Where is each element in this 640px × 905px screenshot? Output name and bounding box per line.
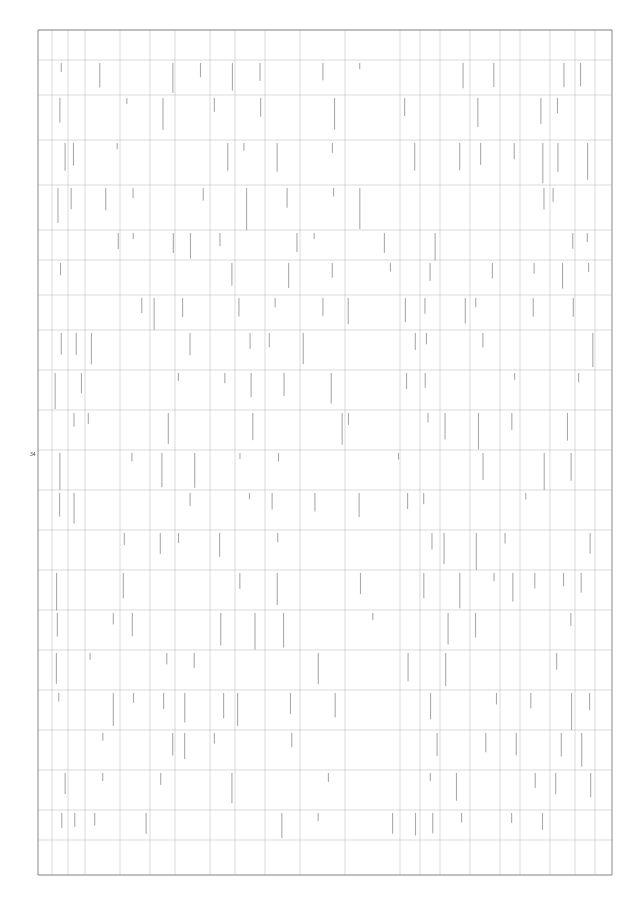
text-mark (160, 773, 161, 785)
text-mark (190, 493, 191, 506)
text-mark (392, 813, 393, 834)
text-mark (465, 298, 466, 324)
text-mark (277, 573, 278, 605)
text-mark (431, 533, 432, 549)
text-mark (359, 188, 360, 229)
text-mark (189, 333, 190, 355)
text-mark (58, 693, 59, 702)
text-mark (482, 453, 483, 480)
text-mark (184, 733, 185, 759)
text-mark (239, 453, 240, 459)
text-mark (99, 63, 100, 88)
text-mark (493, 573, 494, 581)
text-mark (102, 733, 103, 741)
text-mark (132, 613, 133, 636)
text-mark (172, 733, 173, 755)
text-mark (91, 333, 92, 364)
text-mark (589, 693, 590, 710)
text-mark (251, 373, 252, 397)
text-mark (178, 533, 179, 543)
text-mark (360, 573, 361, 594)
text-mark (194, 653, 195, 668)
text-mark (184, 693, 185, 722)
text-mark (530, 693, 531, 708)
text-mark (288, 263, 289, 288)
text-mark (291, 733, 292, 747)
text-mark (334, 98, 335, 130)
text-mark (73, 413, 74, 427)
text-mark (425, 373, 426, 388)
text-mark (427, 413, 428, 422)
text-mark (459, 573, 460, 608)
text-mark (525, 493, 526, 499)
text-mark (348, 413, 349, 425)
text-mark (493, 63, 494, 87)
text-mark (414, 143, 415, 171)
text-mark (252, 413, 253, 440)
text-mark (592, 333, 593, 367)
text-mark (571, 693, 572, 730)
text-mark (314, 493, 315, 511)
text-mark (444, 533, 445, 564)
text-mark (314, 233, 315, 239)
text-mark (74, 493, 75, 524)
text-mark (105, 188, 106, 210)
text-mark (461, 813, 462, 823)
text-mark (287, 188, 288, 208)
text-mark (296, 233, 297, 252)
text-mark (588, 263, 589, 272)
text-mark (57, 613, 58, 637)
text-mark (163, 693, 164, 709)
text-mark (557, 98, 558, 113)
text-mark (55, 373, 56, 409)
text-mark (269, 333, 270, 347)
text-mark (587, 143, 588, 180)
text-mark (126, 98, 127, 104)
text-mark (406, 373, 407, 389)
text-mark (59, 98, 60, 123)
text-mark (404, 98, 405, 116)
text-mark (567, 413, 568, 441)
text-mark (448, 613, 449, 645)
text-mark (303, 333, 304, 364)
text-mark (214, 98, 215, 112)
text-mark (405, 298, 406, 322)
text-mark (424, 298, 425, 314)
text-mark (423, 493, 424, 504)
text-mark (223, 693, 224, 719)
text-mark (534, 573, 535, 588)
text-mark (172, 63, 173, 93)
text-mark (333, 188, 334, 196)
text-mark (563, 573, 564, 586)
text-mark (535, 773, 536, 788)
text-mark (463, 63, 464, 88)
text-mark (459, 143, 460, 170)
text-mark (543, 188, 544, 210)
text-mark (71, 188, 72, 209)
text-mark (322, 298, 323, 316)
text-mark (133, 233, 134, 239)
text-mark (131, 453, 132, 461)
text-mark (61, 813, 62, 828)
text-mark (59, 453, 60, 490)
text-mark (475, 613, 476, 638)
text-mark (476, 533, 477, 570)
text-mark (408, 653, 409, 682)
text-mark (259, 63, 260, 81)
text-mark (231, 773, 232, 803)
text-mark (456, 773, 457, 801)
text-mark (512, 573, 513, 602)
text-mark (430, 773, 431, 781)
text-mark (432, 813, 433, 833)
text-mark (56, 573, 57, 611)
text-mark (534, 263, 535, 274)
text-mark (162, 98, 163, 130)
text-mark (81, 373, 82, 393)
text-mark (516, 733, 517, 755)
text-mark (59, 493, 60, 517)
text-mark (194, 453, 195, 488)
text-mark (477, 98, 478, 127)
page-number: 34 (30, 452, 36, 458)
text-mark (445, 653, 446, 686)
text-mark (581, 733, 582, 767)
text-mark (133, 693, 134, 703)
text-mark (555, 773, 556, 794)
text-mark (590, 773, 591, 797)
text-mark (415, 813, 416, 836)
text-mark (94, 813, 95, 826)
text-mark (390, 263, 391, 272)
text-mark (249, 493, 250, 499)
text-mark (435, 233, 436, 261)
text-mark (557, 143, 558, 172)
text-mark (117, 143, 118, 149)
text-mark (239, 573, 240, 589)
text-mark (437, 733, 438, 756)
text-mark (173, 233, 174, 253)
text-mark (318, 653, 319, 684)
text-mark (275, 298, 276, 307)
text-mark (284, 373, 285, 396)
text-mark (562, 263, 563, 289)
text-mark (318, 813, 319, 821)
text-mark (65, 143, 66, 171)
text-mark (587, 233, 588, 242)
text-mark (168, 413, 169, 444)
text-mark (65, 773, 66, 794)
text-mark (166, 653, 167, 664)
text-mark (161, 453, 162, 487)
text-mark (246, 188, 247, 230)
text-mark (328, 773, 329, 782)
text-mark (278, 453, 279, 462)
scanned-text-marks (55, 63, 594, 838)
text-mark (578, 373, 579, 382)
text-mark (561, 733, 562, 756)
text-mark (540, 98, 541, 124)
text-mark (533, 298, 534, 317)
text-mark (132, 188, 133, 198)
text-mark (430, 263, 431, 281)
text-mark (570, 613, 571, 626)
text-mark (260, 98, 261, 117)
text-mark (238, 298, 239, 316)
text-mark (511, 413, 512, 430)
text-mark (113, 693, 114, 726)
text-mark (590, 533, 591, 554)
text-mark (571, 453, 572, 481)
text-mark (56, 653, 57, 684)
text-mark (359, 63, 360, 69)
text-mark (277, 143, 278, 172)
text-mark (335, 693, 336, 717)
text-mark (514, 373, 515, 380)
text-mark (496, 693, 497, 704)
text-mark (430, 693, 431, 719)
text-mark (237, 693, 238, 726)
text-mark (398, 453, 399, 459)
text-mark (407, 493, 408, 509)
text-mark (73, 143, 74, 166)
text-mark (61, 63, 62, 72)
text-mark (384, 233, 385, 253)
text-mark (232, 63, 233, 91)
text-mark (444, 413, 445, 439)
text-mark (214, 733, 215, 744)
text-mark (272, 493, 273, 510)
text-mark (281, 813, 282, 838)
text-mark (553, 188, 554, 202)
text-mark (200, 63, 201, 77)
text-mark (322, 63, 323, 80)
text-mark (423, 573, 424, 598)
text-mark (141, 298, 142, 313)
text-mark (124, 533, 125, 545)
text-mark (332, 143, 333, 153)
text-mark (342, 413, 343, 445)
text-mark (348, 298, 349, 324)
text-mark (57, 188, 58, 223)
text-mark (231, 263, 232, 286)
text-mark (283, 613, 284, 648)
text-mark (504, 533, 505, 543)
text-mark (572, 233, 573, 249)
text-mark (74, 813, 75, 827)
text-mark (219, 233, 220, 246)
text-mark (203, 188, 204, 201)
text-mark (426, 333, 427, 344)
text-mark (415, 333, 416, 350)
text-mark (556, 653, 557, 670)
text-mark (224, 373, 225, 383)
text-mark (178, 373, 179, 381)
text-mark (475, 298, 476, 307)
text-mark (482, 333, 483, 348)
text-mark (76, 333, 77, 355)
text-mark (190, 233, 191, 259)
text-mark (359, 493, 360, 517)
text-mark (480, 143, 481, 165)
text-mark (573, 298, 574, 317)
text-mark (511, 813, 512, 823)
text-mark (542, 143, 543, 183)
text-mark (88, 413, 89, 424)
text-mark (290, 693, 291, 714)
text-mark (123, 573, 124, 598)
text-mark (154, 298, 155, 330)
text-mark (146, 813, 147, 834)
text-mark (372, 613, 373, 620)
text-mark (514, 143, 515, 159)
text-mark (90, 653, 91, 660)
text-mark (118, 233, 119, 249)
text-mark (220, 613, 221, 645)
text-mark (160, 533, 161, 554)
text-mark (542, 813, 543, 830)
text-mark (113, 613, 114, 624)
text-mark (485, 733, 486, 752)
text-mark (254, 613, 255, 650)
text-mark (478, 413, 479, 449)
text-mark (544, 453, 545, 490)
text-mark (563, 63, 564, 87)
text-mark (102, 773, 103, 781)
text-mark (61, 333, 62, 355)
text-mark (227, 143, 228, 171)
text-mark (182, 298, 183, 317)
text-mark (243, 143, 244, 151)
text-mark (219, 533, 220, 557)
text-mark (331, 373, 332, 404)
text-mark (332, 263, 333, 278)
text-mark (277, 533, 278, 542)
text-mark (581, 573, 582, 593)
text-mark (492, 263, 493, 278)
text-mark (60, 263, 61, 275)
text-mark (580, 63, 581, 86)
text-mark (250, 333, 251, 349)
